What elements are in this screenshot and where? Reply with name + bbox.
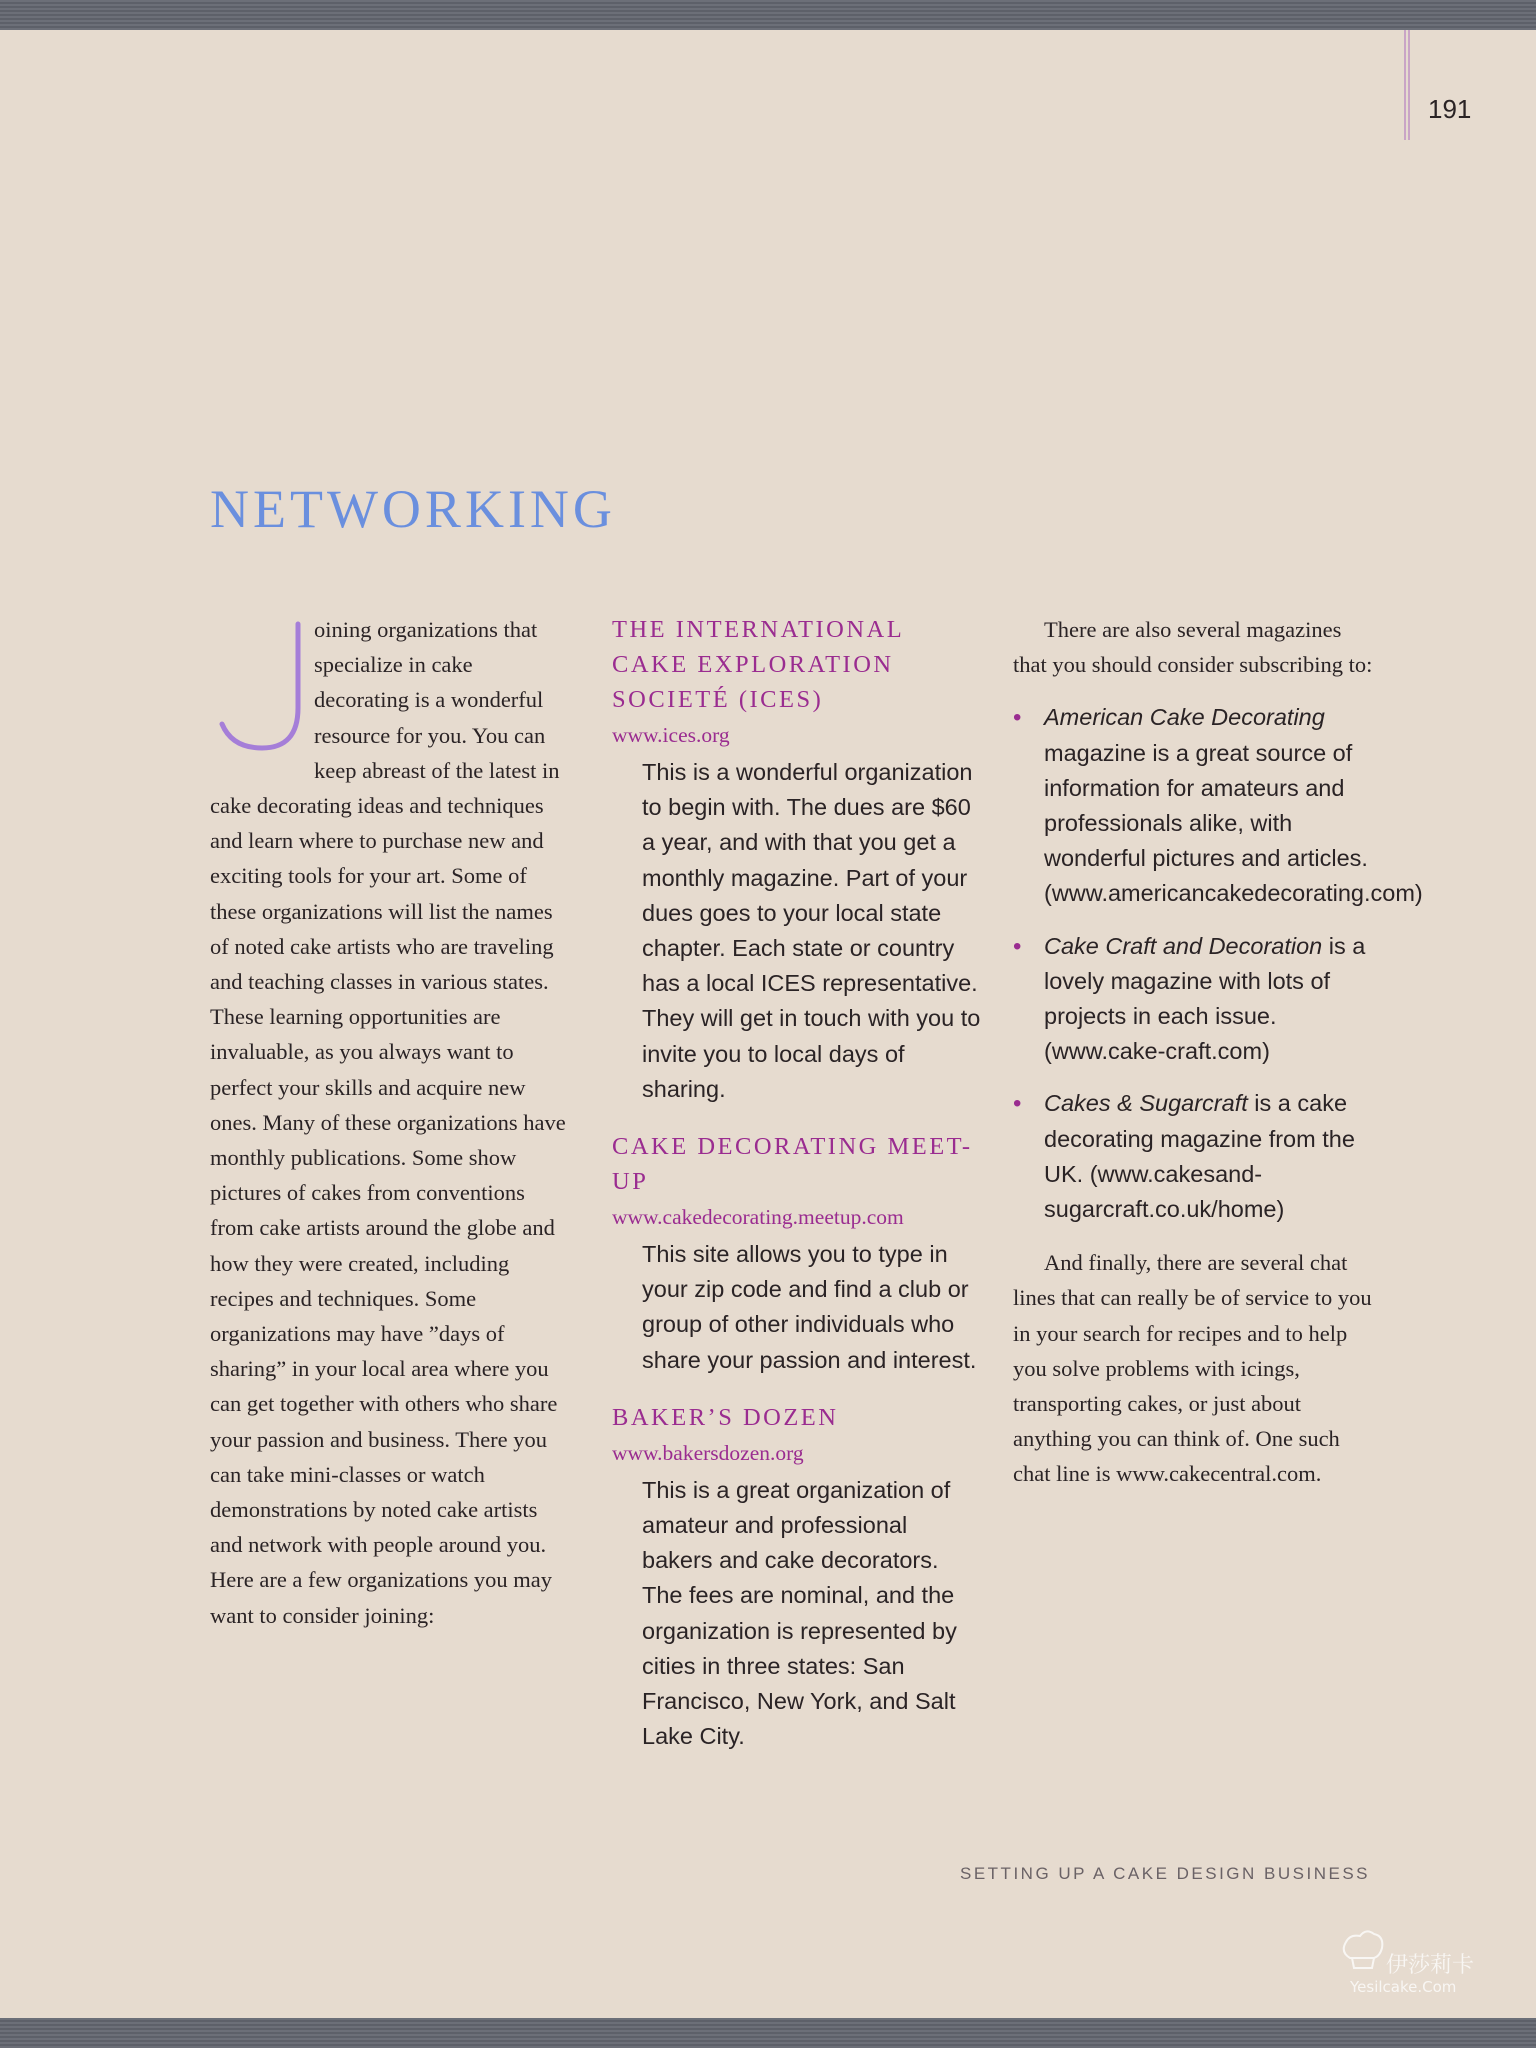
org-heading: THE INTERNATIONAL CAKE EXPLORATION SOCIETÉ (ICES) bbox=[612, 616, 904, 713]
chapter-title: NETWORKING bbox=[210, 479, 616, 539]
intro-paragraph: oining organizations that specialize in cake decorating is a wonderful resource for you. You can keep abreast of the latest in cake decorating ideas and techniques and learn where to purchase new and exciting tools for your art. Some of these organizations will list the names of noted cake artists who are traveling and teaching classes in various states. These learning opportunities are invaluable, as you always want to perfect your skills and acquire new ones. Many of these organizations have monthly publications. Some show pictures of cakes from conventions from cake artists around the globe and how they were created, including recipes and techniques. Some organizations may have ”days of sharing” in your local area where you can get together with others who share your passion and business. There you can take mini-classes or watch demonstrations by noted cake artists and network with people around you. Here are a few organizations you may want to consider joining: bbox=[210, 617, 566, 1628]
magazine-description: magazine is a great source of information for amateurs and professionals alike, with wonderful pictures and articles. (www.americancakedecorating.com) bbox=[1044, 739, 1423, 907]
list-item bbox=[1013, 700, 1423, 911]
intro-column bbox=[210, 612, 570, 1633]
magazine-name: American Cake Decorating bbox=[1044, 704, 1325, 731]
running-footer: SETTING UP A CAKE DESIGN BUSINESS bbox=[960, 1864, 1370, 1883]
chef-hat-icon bbox=[1338, 1924, 1388, 1974]
drop-cap-j-glyph bbox=[210, 616, 310, 756]
org-url-link[interactable]: www.cakedecorating.meetup.com bbox=[612, 1205, 904, 1230]
bullet-icon: • bbox=[1013, 932, 1022, 960]
org-description: This is a wonderful organization to begin with. The dues are $60 a year, and with that you get a monthly magazine. Part of your dues goes to your local state chapter. Each state or country has a local ICES representative. They will get in touch with you to invite you to local days of sharing. bbox=[642, 759, 981, 1102]
watermark bbox=[1338, 1920, 1498, 2000]
org-ices bbox=[612, 612, 982, 1107]
organizations-column bbox=[612, 612, 982, 1776]
org-description: This site allows you to type in your zip code and find a club or group of other individuals who share your passion and interest. bbox=[642, 1241, 977, 1373]
magazine-list bbox=[1013, 700, 1423, 1227]
magazine-name: Cakes & Sugarcraft bbox=[1044, 1090, 1248, 1117]
bottom-frame-band bbox=[0, 2018, 1536, 2048]
magazines-lead: There are also several magazines that you should consider subscribing to: bbox=[1013, 617, 1373, 678]
closing-paragraph: And finally, there are several chat lines that can really be of service to you in your search for recipes and to help you solve problems with icings, transporting cakes, or just about anything you can think of. One such chat line is www.cakecentral.com. bbox=[1013, 1250, 1372, 1487]
magazines-column bbox=[1013, 612, 1423, 1492]
list-item bbox=[1013, 1086, 1375, 1227]
org-url-link[interactable]: www.bakersdozen.org bbox=[612, 1440, 804, 1465]
magazine-description: is a cake decorating magazine from the UK. (www.cakesand-sugarcraft.co.uk/home) bbox=[1044, 1090, 1355, 1223]
org-url-link[interactable]: www.ices.org bbox=[612, 723, 730, 747]
top-frame-band bbox=[0, 0, 1536, 30]
page-number-rule bbox=[1404, 30, 1410, 140]
org-bakers-dozen bbox=[612, 1400, 982, 1755]
bullet-icon: • bbox=[1013, 704, 1022, 732]
bullet-icon: • bbox=[1013, 1090, 1022, 1118]
org-meetup bbox=[612, 1129, 982, 1378]
watermark-site: Yesilcake.Com bbox=[1350, 1978, 1457, 1996]
magazine-description: is a lovely magazine with lots of projects in each issue. (www.cake-craft.com) bbox=[1044, 932, 1366, 1065]
watermark-text: 伊莎莉卡 bbox=[1386, 1953, 1475, 1978]
org-heading: CAKE DECORATING MEET-UP bbox=[612, 1133, 973, 1196]
page-number: 191 bbox=[1428, 94, 1472, 124]
org-description: This is a great organization of amateur and professional bakers and cake decorators. The fees are nominal, and the organization is represented by cities in three states: San Francisco, New York, and Salt Lake City. bbox=[642, 1476, 957, 1750]
magazine-name: Cake Craft and Decoration bbox=[1044, 932, 1323, 959]
list-item bbox=[1013, 929, 1375, 1070]
org-heading: BAKER’S DOZEN bbox=[612, 1403, 839, 1431]
drop-cap bbox=[210, 616, 310, 756]
